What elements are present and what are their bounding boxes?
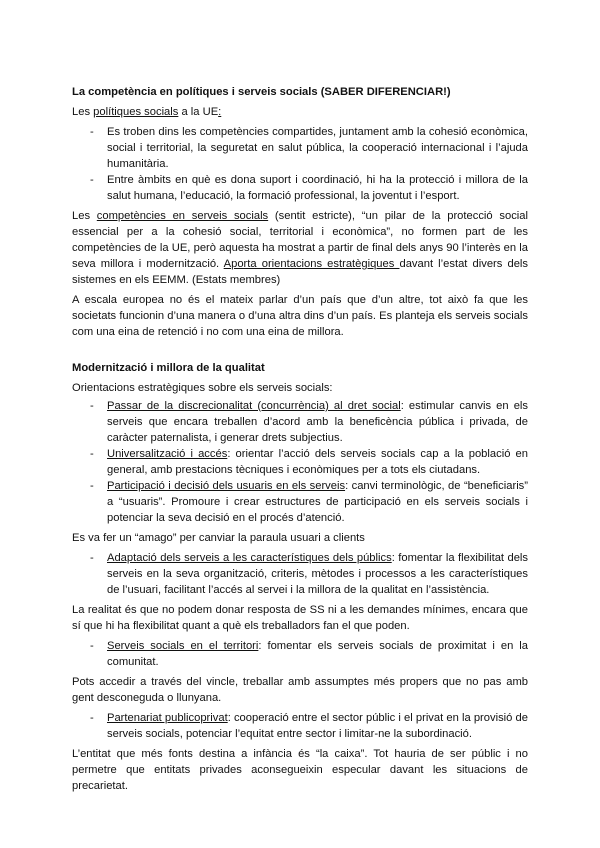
intro-orientacions: Orientacions estratègiques sobre els serveis socials: [72,382,333,394]
section-heading-competencies: La competència en polítiques i serveis socials (SABER DIFERENCIAR!) [72,86,451,98]
list-partenariat [72,710,528,742]
list-territori [72,638,528,670]
list-item: - Partenariat publicoprivat: cooperació entre el sector públic i el privat en la provisió de serveis socials, potenciar l’equitat entre sector i limitar-ne la subordinació. [90,712,528,740]
paragraph-escala-europea: A escala europea no és el mateix parlar d’un país que d’un altre, tot això fa que les societats funcionin d’una manera o d’una altra dins d’un país. Es planteja els serveis socials com una eina de retenció i no com una eina de millora. [72,294,528,338]
note-amago: Es va fer un “amago” per canviar la paraula usuari a clients [72,532,365,544]
document-page [72,84,528,794]
list-orientacions [72,398,528,526]
list-politiques [72,124,528,204]
list-item: - Passar de la discrecionalitat (concurrència) al dret social: estimular canvis en els serveis que encara treballen d’acord amb la beneficència pública i privada, de caràcter paternalista, i generar drets subjectius. [90,400,528,444]
list-item: - Entre àmbits en què es dona suport i coordinació, hi ha la protecció i millora de la salut humana, l’educació, la formació professional, la joventut i l’esport. [90,174,528,202]
intro-polítiques: Les polítiques socials a la UE: [72,106,222,118]
note-realitat: La realitat és que no podem donar resposta de SS ni a les demandes mínimes, encara que sí que hi ha flexibilitat quant a què els treballadors fan el que poden. [72,604,528,632]
note-vincle: Pots accedir a través del vincle, treballar amb assumptes més propers que no pas amb gent desconeguda o llunyana. [72,676,528,704]
note-la-caixa: L’entitat que més fonts destina a infància és “la caixa”. Tot hauria de ser públic i no permetre que entitats privades aconsegueixin especular davant les situacions de precarietat. [72,748,528,792]
paragraph-competencies: Les competències en serveis socials (sentit estricte), “un pilar de la protecció social essencial per a la cohesió social, territorial i econòmica”, no formen part de les competències de la UE, però aquesta ha mostrat a partir de final dels anys 90 l’interès en la seva millora i modernització. Aporta orientacions estratègiques davant l’estat divers dels sistemes en els EEMM. (Estats membres) [72,210,528,286]
section-heading-modernitzacio: Modernització i millora de la qualitat [72,362,265,374]
list-item: - Serveis socials en el territori: fomentar els serveis socials de proximitat i en la comunitat. [90,640,528,668]
list-adaptacio [72,550,528,598]
list-item: - Es troben dins les competències compartides, juntament amb la cohesió econòmica, social i territorial, la seguretat en salut pública, la cooperació internacional i l’ajuda humanitària. [90,126,528,170]
list-item: - Universalització i accés: orientar l’acció dels serveis socials cap a la població en general, amb prestacions tècniques i econòmiques per a tots els ciutadans. [90,448,528,476]
list-item: - Adaptació dels serveis a les característiques dels públics: fomentar la flexibilitat dels serveis en la seva organització, criteris, mètodes i processos a les característiques de l’usuari, facilitant l’accés al servei i la millora de la qualitat en l’assistència. [90,552,528,596]
link-politiques-socials: polítiques socials [93,106,179,118]
list-item: - Participació i decisió dels usuaris en els serveis: canvi terminològic, de “beneficiaris” a “usuaris”. Promoure i crear estructures de participació en els serveis socials i potenciar la seva decisió en el procés d’atenció. [90,480,528,524]
